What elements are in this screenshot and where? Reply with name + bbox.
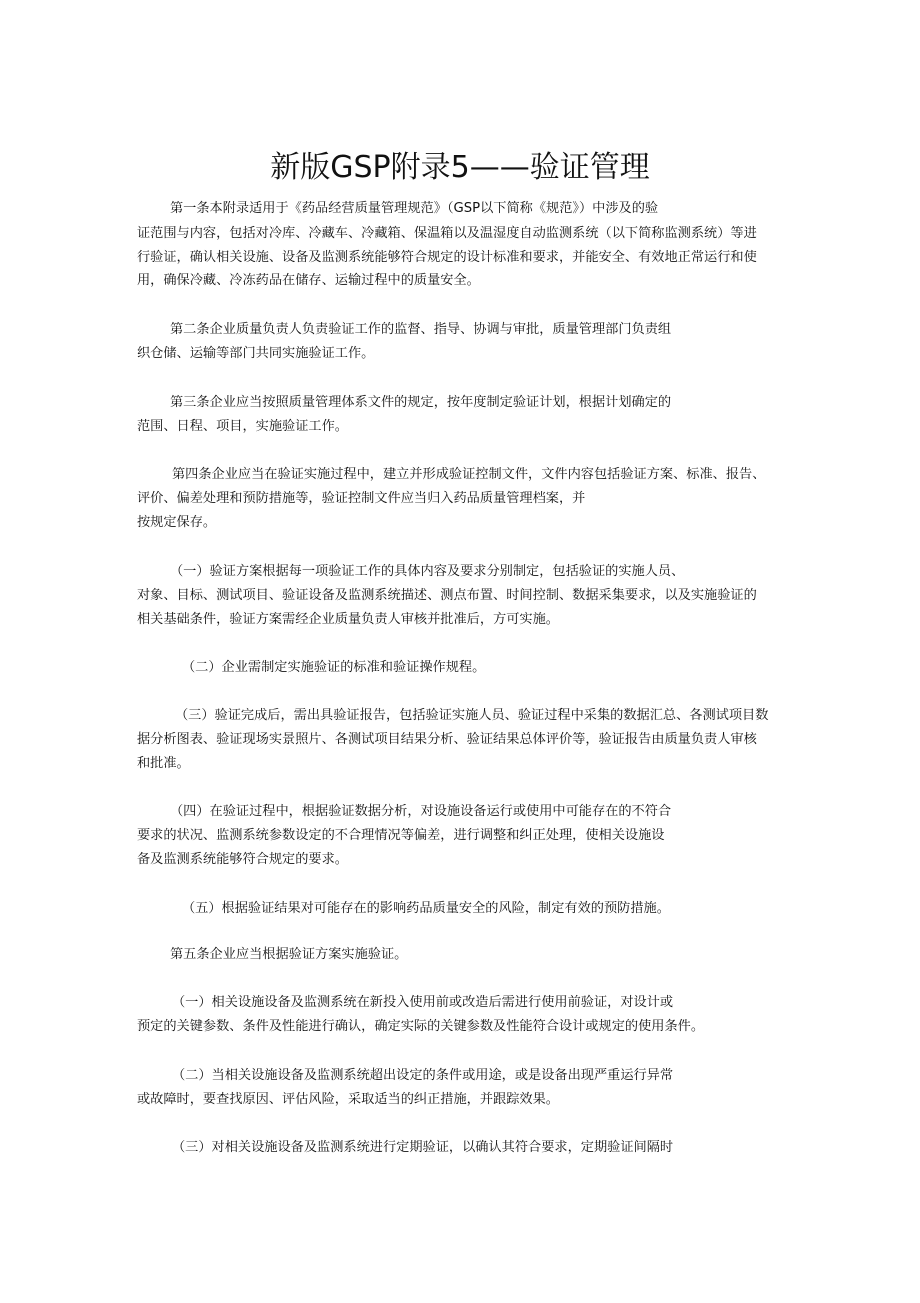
- text-line: 和批准。: [137, 756, 190, 771]
- text-line: 按规定保存。: [137, 515, 217, 530]
- text-line: 要求的状况、监测系统参数设定的不合理情况等偏差，进行调整和纠正处理，使相关设施设: [137, 828, 665, 843]
- text-line: （二）企业需制定实施验证的标准和验证操作规程。: [182, 660, 486, 675]
- text-line: 第四条企业应当在验证实施过程中，建立并形成验证控制文件，文件内容包括验证方案、标准、报告、: [172, 467, 766, 482]
- text-line: 证范围与内容，包括对冷库、冷藏车、冷藏箱、保温箱以及温湿度自动监测系统（以下简称监测系统）等进: [137, 226, 757, 241]
- text-line: 或故障时，要查找原因、评估风险，采取适当的纠正措施，并跟踪效果。: [137, 1092, 559, 1107]
- text-line: （五）根据验证结果对可能存在的影响药品质量安全的风险，制定有效的预防措施。: [182, 901, 670, 916]
- text-line: 预定的关键参数、条件及性能进行确认，确定实际的关键参数及性能符合设计或规定的使用条件。: [137, 1019, 705, 1034]
- text-line: 备及监测系统能够符合规定的要求。: [137, 852, 348, 867]
- text-line: 据分析图表、验证现场实景照片、各测试项目结果分析、验证结果总体评价等，验证报告由质量负责人审核: [137, 732, 757, 747]
- text-line: 对象、目标、测试项目、验证设备及监测系统描述、测点布置、时间控制、数据采集要求，以及实施验证的: [137, 588, 757, 603]
- document-title: 新版GSP附录5——验证管理: [270, 150, 650, 186]
- text-line: 相关基础条件，验证方案需经企业质量负责人审核并批准后，方可实施。: [137, 612, 559, 627]
- text-line: 第二条企业质量负责人负责验证工作的监督、指导、协调与审批，质量管理部门负责组: [170, 322, 672, 337]
- text-line: （二）当相关设施设备及监测系统超出设定的条件或用途，或是设备出现严重运行异常: [172, 1068, 674, 1083]
- text-line: 范围、日程、项目，实施验证工作。: [137, 419, 348, 434]
- text-line: 用，确保冷藏、冷冻药品在储存、运输过程中的质量安全。: [137, 273, 480, 288]
- text-line: （三）验证完成后，需出具验证报告，包括验证实施人员、验证过程中采集的数据汇总、各测试项目数: [175, 708, 769, 723]
- text-line: 第一条本附录适用于《药品经营质量管理规范》（GSP以下简称《规范》）中涉及的验: [170, 201, 659, 216]
- text-line: 第三条企业应当按照质量管理体系文件的规定，按年度制定验证计划，根据计划确定的: [170, 395, 672, 410]
- text-line: 第五条企业应当根据验证方案实施验证。: [170, 947, 408, 962]
- text-line: （一）验证方案根据每一项验证工作的具体内容及要求分别制定，包括验证的实施人员、: [170, 564, 685, 579]
- text-line: （三）对相关设施设备及监测系统进行定期验证，以确认其符合要求，定期验证间隔时: [172, 1140, 674, 1155]
- text-line: 评价、偏差处理和预防措施等，验证控制文件应当归入药品质量管理档案，并: [137, 491, 586, 506]
- text-line: （四）在验证过程中，根据验证数据分析，对设施设备运行或使用中可能存在的不符合: [170, 804, 672, 819]
- text-line: 行验证，确认相关设施、设备及监测系统能够符合规定的设计标准和要求，并能安全、有效地正常运行和使: [137, 250, 757, 265]
- text-line: （一）相关设施设备及监测系统在新投入使用前或改造后需进行使用前验证，对设计或: [172, 995, 674, 1010]
- text-line: 织仓储、运输等部门共同实施验证工作。: [137, 346, 375, 361]
